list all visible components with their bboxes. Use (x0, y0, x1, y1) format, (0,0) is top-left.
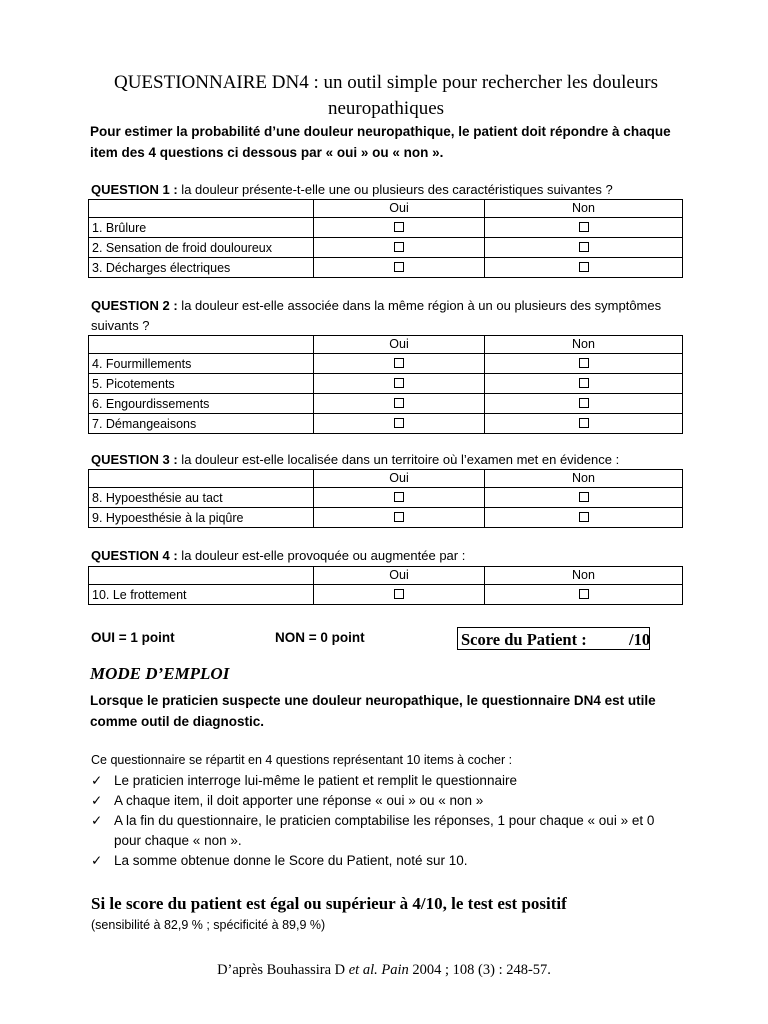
col-non: Non (485, 470, 683, 488)
col-non: Non (485, 200, 683, 218)
score-label: Score du Patient : (461, 630, 587, 649)
item-label: 1. Brûlure (89, 218, 314, 238)
question-2-table (88, 335, 683, 434)
non-points: NON = 0 point (275, 630, 365, 645)
table-row (89, 414, 683, 434)
question-3-text: la douleur est-elle localisée dans un territoire où l’examen met en évidence : (177, 452, 620, 467)
col-oui: Oui (314, 567, 485, 585)
table-row (89, 258, 683, 278)
patient-score-box[interactable] (457, 627, 650, 650)
table-row (89, 508, 683, 528)
item-label: 3. Décharges électriques (89, 258, 314, 278)
oui-checkbox[interactable] (394, 222, 404, 232)
question-4-table (88, 566, 683, 605)
item-label: 7. Démangeaisons (89, 414, 314, 434)
col-oui: Oui (314, 200, 485, 218)
table-row (89, 238, 683, 258)
table-header-row (89, 336, 683, 354)
question-1-text: la douleur présente-t-elle une ou plusieurs des caractéristiques suivantes ? (177, 182, 613, 197)
item-label: 9. Hypoesthésie à la piqûre (89, 508, 314, 528)
question-4-label: QUESTION 4 : (91, 548, 178, 563)
table-row (89, 394, 683, 414)
non-checkbox[interactable] (579, 492, 589, 502)
list-item: ✓ Le praticien interroge lui-même le patient et remplit le questionnaire (91, 771, 681, 791)
non-checkbox[interactable] (579, 222, 589, 232)
oui-checkbox[interactable] (394, 262, 404, 272)
oui-checkbox[interactable] (394, 378, 404, 388)
question-2-label: QUESTION 2 : (91, 298, 178, 313)
non-checkbox[interactable] (579, 378, 589, 388)
non-checkbox[interactable] (579, 418, 589, 428)
oui-checkbox[interactable] (394, 358, 404, 368)
non-checkbox[interactable] (579, 398, 589, 408)
page-title: QUESTIONNAIRE DN4 : un outil simple pour rechercher les douleurs neuropathiques (113, 72, 659, 119)
oui-points: OUI = 1 point (91, 630, 175, 645)
oui-checkbox[interactable] (394, 512, 404, 522)
question-3-heading (91, 450, 691, 470)
mode-title: MODE D’EMPLOI (90, 664, 230, 683)
question-1-label: QUESTION 1 : (91, 182, 178, 197)
list-item: ✓ La somme obtenue donne le Score du Patient, noté sur 10. (91, 851, 681, 871)
question-4-text: la douleur est-elle provoquée ou augmentée par : (177, 548, 466, 563)
oui-checkbox[interactable] (394, 492, 404, 502)
table-header-row (89, 470, 683, 488)
non-checkbox[interactable] (579, 512, 589, 522)
question-2-heading (91, 296, 691, 336)
question-4-heading (91, 546, 691, 566)
question-1-heading (91, 180, 691, 200)
table-row (89, 354, 683, 374)
col-oui: Oui (314, 470, 485, 488)
col-non: Non (485, 336, 683, 354)
question-2-text: la douleur est-elle associée dans la même région à un ou plusieurs des symptômes suivants ? (91, 298, 662, 333)
checkmark-icon: ✓ (91, 853, 103, 868)
non-checkbox[interactable] (579, 242, 589, 252)
non-checkbox[interactable] (579, 358, 589, 368)
checkmark-icon: ✓ (91, 813, 103, 828)
table-row (89, 488, 683, 508)
oui-checkbox[interactable] (394, 418, 404, 428)
table-header-row (89, 567, 683, 585)
list-item: ✓ A chaque item, il doit apporter une réponse « oui » ou « non » (91, 791, 681, 811)
instructions-list (91, 771, 681, 871)
result-statement: Si le score du patient est égal ou supérieur à 4/10, le test est positif (91, 894, 567, 913)
sensitivity-note: (sensibilité à 82,9 % ; spécificité à 89,9 %) (91, 918, 326, 932)
question-1-table (88, 199, 683, 278)
table-row (89, 585, 683, 605)
intro-text: Pour estimer la probabilité d’une douleur neuropathique, le patient doit répondre à chaque item des 4 questions ci dessous par « oui » ou « non ». (90, 124, 671, 160)
item-label: 4. Fourmillements (89, 354, 314, 374)
checkmark-icon: ✓ (91, 773, 103, 788)
table-header-row (89, 200, 683, 218)
item-label: 6. Engourdissements (89, 394, 314, 414)
question-3-table (88, 469, 683, 528)
mode-text: Lorsque le praticien suspecte une douleur neuropathique, le questionnaire DN4 est utile comme outil de diagnostic. (90, 693, 656, 729)
item-label: 8. Hypoesthésie au tact (89, 488, 314, 508)
oui-checkbox[interactable] (394, 398, 404, 408)
reference: D’après Bouhassira D et al. Pain 2004 ; 108 (3) : 248-57. (217, 962, 551, 978)
non-checkbox[interactable] (579, 262, 589, 272)
item-label: 5. Picotements (89, 374, 314, 394)
checkmark-icon: ✓ (91, 793, 103, 808)
table-row (89, 374, 683, 394)
question-3-label: QUESTION 3 : (91, 452, 178, 467)
oui-checkbox[interactable] (394, 589, 404, 599)
item-label: 10. Le frottement (89, 585, 314, 605)
table-row (89, 218, 683, 238)
oui-checkbox[interactable] (394, 242, 404, 252)
item-label: 2. Sensation de froid douloureux (89, 238, 314, 258)
mode-subtitle: Ce questionnaire se répartit en 4 questions représentant 10 items à cocher : (91, 753, 513, 767)
col-non: Non (485, 567, 683, 585)
non-checkbox[interactable] (579, 589, 589, 599)
col-oui: Oui (314, 336, 485, 354)
list-item: ✓ A la fin du questionnaire, le praticien comptabilise les réponses, 1 pour chaque « oui » et 0 pour chaque « non ». (91, 813, 655, 848)
score-suffix: /10 (629, 630, 651, 649)
